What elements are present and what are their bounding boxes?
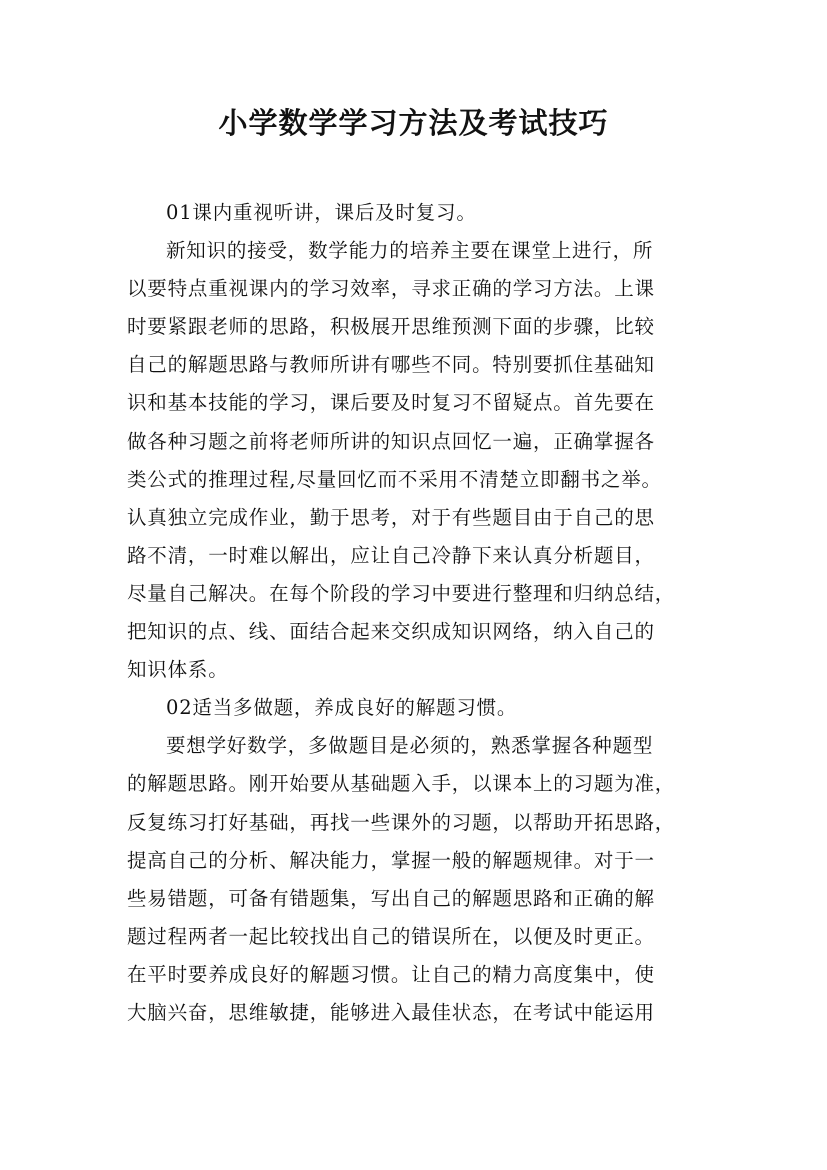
paragraph-line: 的解题思路。刚开始要从基础题入手，以课本上的习题为准， [127, 772, 676, 796]
paragraph-line: 提高自己的分析、解决能力，掌握一般的解题规律。对于一 [127, 848, 655, 872]
paragraph-line: 路不清，一时难以解出，应让自己冷静下来认真分析题目， [127, 543, 655, 567]
paragraph-line: 反复练习打好基础，再找一些课外的习题，以帮助开拓思路， [127, 810, 676, 834]
paragraph-line: 把知识的点、线、面结合起来交织成知识网络，纳入自己的 [127, 620, 655, 644]
document-title: 小学数学学习方法及考试技巧 [218, 106, 609, 140]
paragraph-line: 大脑兴奋，思维敏捷，能够进入最佳状态，在考试中能运用 [127, 1000, 655, 1024]
paragraph-line: 02适当多做题，养成良好的解题习惯。 [166, 696, 518, 720]
paragraph-line: 题过程两者一起比较找出自己的错误所在，以便及时更正。 [127, 924, 655, 948]
paragraph-line: 自己的解题思路与教师所讲有哪些不同。特别要抓住基础知 [127, 353, 655, 377]
paragraph-line: 在平时要养成良好的解题习惯。让自己的精力高度集中，使 [127, 962, 655, 986]
paragraph-line: 识和基本技能的学习，课后要及时复习不留疑点。首先要在 [127, 391, 655, 415]
paragraph-class-review [127, 232, 715, 689]
paragraph-line: 知识体系。 [127, 658, 229, 682]
paragraph-line: 认真独立完成作业，勤于思考，对于有些题目由于自己的思 [127, 505, 655, 529]
paragraph-line: 些易错题，可备有错题集，写出自己的解题思路和正确的解 [127, 886, 655, 910]
document-body [127, 194, 715, 1032]
paragraph-line: 新知识的接受，数学能力的培养主要在课堂上进行，所 [166, 239, 654, 263]
paragraph-line: 类公式的推理过程,尽量回忆而不采用不清楚立即翻书之举。 [127, 467, 662, 491]
paragraph-line: 做各种习题之前将老师所讲的知识点回忆一遍，正确掌握各 [127, 429, 655, 453]
paragraph-line: 以要特点重视课内的学习效率，寻求正确的学习方法。上课 [127, 277, 655, 301]
section-heading-02 [127, 689, 715, 727]
paragraph-line: 01课内重视听讲，课后及时复习。 [166, 201, 477, 224]
paragraph-line: 尽量自己解决。在每个阶段的学习中要进行整理和归纳总结， [127, 581, 676, 605]
paragraph-line: 要想学好数学，多做题目是必须的，熟悉掌握各种题型 [166, 734, 654, 758]
paragraph-line: 时要紧跟老师的思路，积极展开思维预测下面的步骤，比较 [127, 315, 655, 339]
paragraph-practice-habits [127, 727, 715, 1032]
section-heading-01 [127, 194, 715, 232]
